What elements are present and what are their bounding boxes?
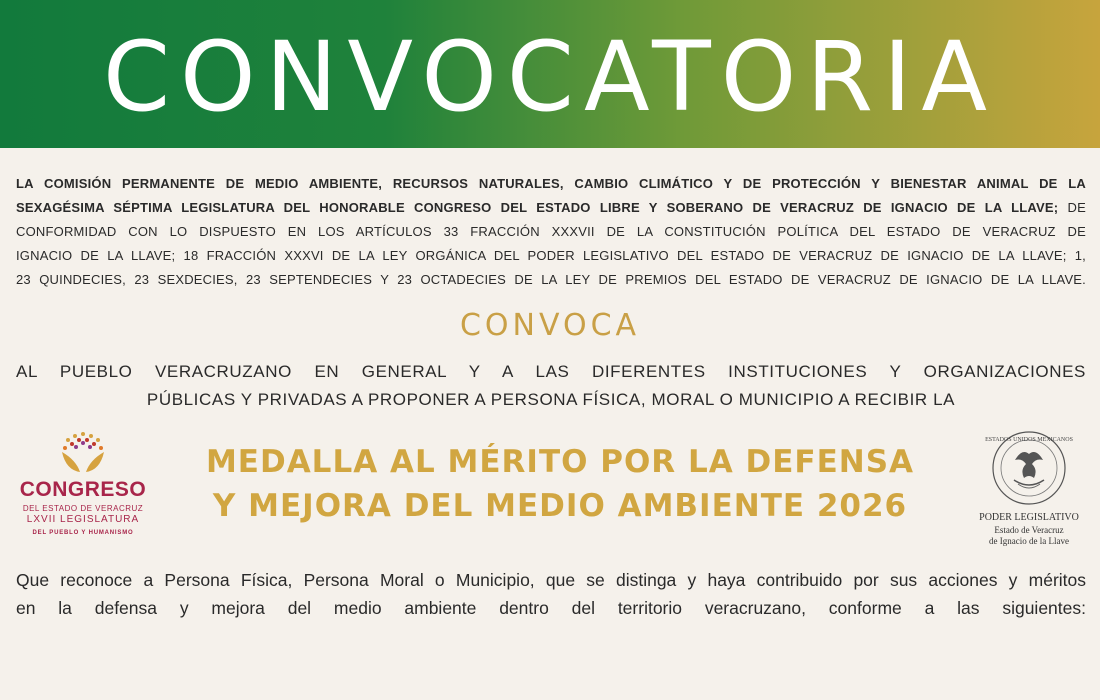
invite-paragraph [16,358,1086,414]
closing-line-1: Que reconoce a Persona Física, Persona Moral o Municipio, que se distinga y haya contribuido por sus acciones y méritos [16,570,1086,590]
intro-line-2 [16,196,1086,220]
header-banner [0,0,1100,148]
intro-line-2-rest: DE [1058,200,1086,215]
invite-line-2: PÚBLICAS Y PRIVADAS A PROPONER A PERSONA FÍSICA, MORAL O MUNICIPIO A RECIBIR LA [146,390,956,409]
invite-line-1: AL PUEBLO VERACRUZANO EN GENERAL Y A LAS DIFERENTES INSTITUCIONES Y ORGANIZACIONES [16,362,1086,381]
seal-text: ESTADOS UNIDOS MEXICANOS [985,437,1073,443]
congreso-motto: DEL PUEBLO Y HUMANISMO [32,530,134,536]
poder-legislativo-title: PODER LEGISLATIVO [979,512,1079,523]
medal-line-1: MEDALLA AL MÉRITO POR LA DEFENSA [205,444,915,480]
intro-line-5: 23 QUINDECIES, 23 SEXDECIES, 23 SEPTENDECIES Y 23 OCTADECIES DE LA LEY DE PREMIOS DEL ESTADO DE VERACRUZ DE IGNACIO DE LA LLAVE. [16,272,1086,287]
medal-line-2: Y MEJORA DEL MEDIO AMBIENTE 2026 [212,488,908,524]
congreso-legislature: LXVII LEGISLATURA [26,514,140,525]
national-seal-icon [970,430,1088,510]
congreso-logo-icon [14,426,152,478]
poder-legislativo-sub2: de Ignacio de la Llave [989,536,1069,546]
intro-line-1: LA COMISIÓN PERMANENTE DE MEDIO AMBIENTE, RECURSOS NATURALES, CAMBIO CLIMÁTICO Y DE PROTECCIÓN Y BIENESTAR ANIMAL DE LA [16,176,1086,191]
intro-line-3: CONFORMIDAD CON LO DISPUESTO EN LOS ARTÍCULOS 33 FRACCIÓN XXXVII DE LA CONSTITUCIÓN POLÍTICA DEL ESTADO DE VERACRUZ DE [16,224,1086,239]
poder-legislativo-logo [970,430,1088,550]
medal-title [175,440,945,528]
closing-paragraph [16,566,1086,622]
intro-paragraph [16,172,1086,292]
congreso-logo [14,426,152,546]
poder-legislativo-sub1: Estado de Veracruz [994,525,1064,535]
congreso-state: DEL ESTADO DE VERACRUZ [22,504,144,513]
convoca-heading: CONVOCA [459,308,641,343]
intro-line-4: IGNACIO DE LA LLAVE; 18 FRACCIÓN XXXVI DE LA LEY ORGÁNICA DEL PODER LEGISLATIVO DEL ESTADO DE VERACRUZ DE IGNACIO DE LA LLAVE; 1, [16,248,1086,263]
intro-line-2-bold: SEXAGÉSIMA SÉPTIMA LEGISLATURA DEL HONORABLE CONGRESO DEL ESTADO LIBRE Y SOBERANO DE VERACRUZ DE IGNACIO DE LA LLAVE; [16,200,1059,215]
congreso-name: CONGRESO [19,478,147,501]
closing-line-2: en la defensa y mejora del medio ambiente dentro del territorio veracruzano, conforme a las siguientes: [16,598,1086,618]
banner-title: CONVOCATORIA [102,21,998,133]
